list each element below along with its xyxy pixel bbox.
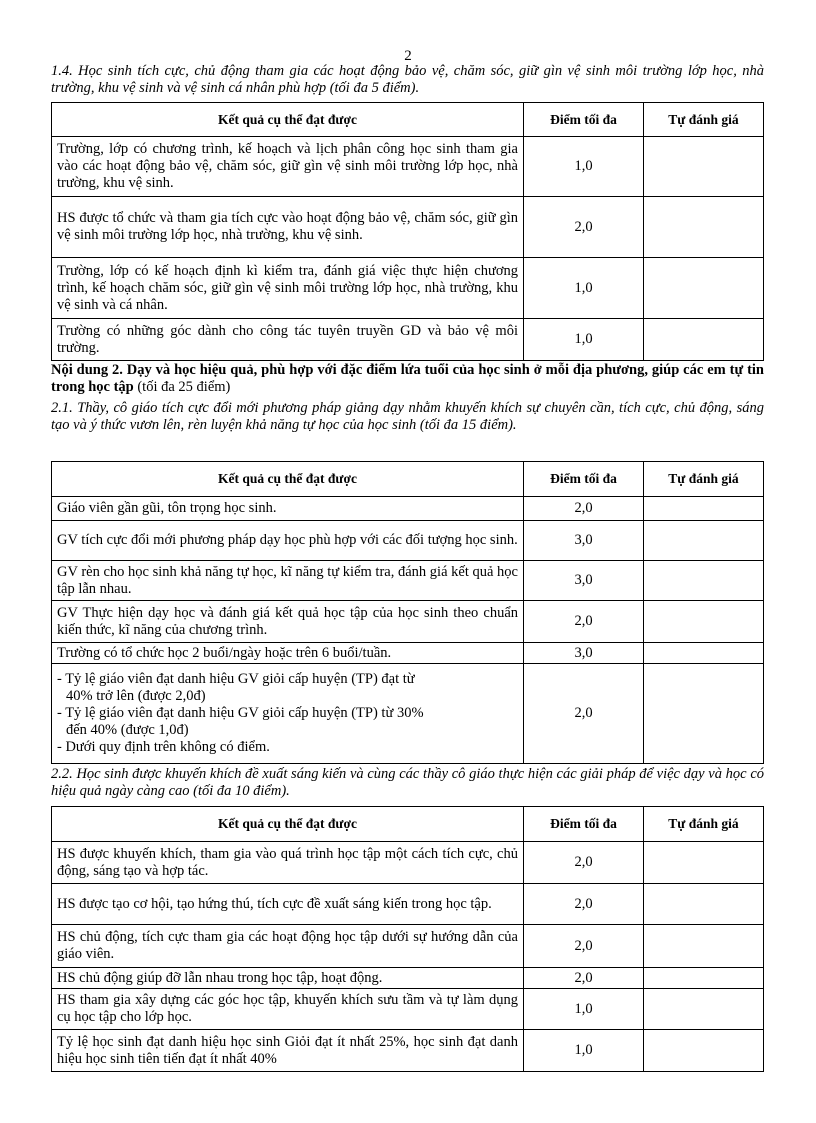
row-max-score: 1,0 [524,137,644,197]
row-self-assessment-cell[interactable] [644,319,764,361]
content-2-heading [51,362,764,396]
row-self-assessment-cell[interactable] [644,842,764,884]
section-2-2-caption: 2.2. Học sinh được khuyến khích đề xuất sáng kiến và cùng các thầy cô giáo thực hiện các giải pháp để việc dạy và học có hiệu quả ngày càng cao (tối đa 10 điểm). [51,766,764,799]
row-max-score: 2,0 [524,968,644,989]
row-content: HS được tổ chức và tham gia tích cực vào hoạt động bảo vệ, chăm sóc, giữ gìn vệ sinh môi trường lớp học, nhà trường, khu vệ sinh. [52,197,524,258]
row-self-assessment-cell[interactable] [644,643,764,664]
row-self-assessment-cell[interactable] [644,884,764,925]
table-1-4 [51,102,764,361]
table-2-2 [51,806,764,1072]
content-2-title: Nội dung 2. Dạy và học hiệu quả, phù hợp với đặc điểm lứa tuổi của học sinh ở mỗi địa phương, giúp các em tự tin trong học tập [51,362,764,395]
section-1-4-caption: 1.4. Học sinh tích cực, chủ động tham gia các hoạt động bảo vệ, chăm sóc, giữ gìn vệ sinh môi trường lớp học, nhà trường, khu vệ sinh và vệ sinh cá nhân phù hợp (tối đa 5 điểm). [51,63,764,96]
row-self-assessment-cell[interactable] [644,1030,764,1072]
row-self-assessment-cell[interactable] [644,521,764,561]
table-row [52,1030,764,1072]
row-self-assessment-cell[interactable] [644,137,764,197]
col-header-max-score: Điểm tối đa [524,103,644,137]
col-header-content: Kết quả cụ thể đạt được [52,462,524,497]
table-row [52,137,764,197]
row-max-score: 3,0 [524,521,644,561]
row-content: HS tham gia xây dựng các góc học tập, khuyến khích sưu tầm và tự làm dụng cụ học tập cho lớp học. [52,989,524,1030]
row-max-score: 2,0 [524,925,644,968]
row-max-score: 2,0 [524,497,644,521]
section-2-1-caption: 2.1. Thầy, cô giáo tích cực đổi mới phương pháp giảng dạy nhằm khuyến khích sự chuyên cần, tích cực, chủ động, sáng tạo và ý thức vươn lên, rèn luyện khả năng tự học của học sinh (tối đa 15 điểm). [51,400,764,433]
criteria-line: 40% trở lên (được 2,0đ) [66,688,206,704]
row-content: HS được khuyến khích, tham gia vào quá trình học tập một cách tích cực, chủ động, sáng tạo và hợp tác. [52,842,524,884]
row-content: HS chủ động, tích cực tham gia các hoạt động học tập dưới sự hướng dẫn của giáo viên. [52,925,524,968]
row-self-assessment-cell[interactable] [644,561,764,601]
row-max-score: 3,0 [524,561,644,601]
row-self-assessment-cell[interactable] [644,497,764,521]
row-self-assessment-cell[interactable] [644,258,764,319]
col-header-max-score: Điểm tối đa [524,462,644,497]
row-content: Trường, lớp có kế hoạch định kì kiểm tra, đánh giá việc thực hiện chương trình, kế hoạch chăm sóc, giữ gìn vệ sinh môi trường lớp học, nhà trường, khu vệ sinh và cá nhân. [52,258,524,319]
table-row [52,884,764,925]
criteria-line: - Tỷ lệ giáo viên đạt danh hiệu GV giỏi cấp huyện (TP) đạt từ [57,671,415,687]
row-content-multiline [52,664,524,764]
row-self-assessment-cell[interactable] [644,968,764,989]
row-max-score: 1,0 [524,319,644,361]
content-2-max-points: (tối đa 25 điểm) [133,379,231,395]
table-row [52,497,764,521]
row-self-assessment-cell[interactable] [644,925,764,968]
table-row [52,664,764,764]
table-row [52,521,764,561]
table-row [52,989,764,1030]
row-self-assessment-cell[interactable] [644,664,764,764]
row-self-assessment-cell[interactable] [644,197,764,258]
row-content: Trường, lớp có chương trình, kế hoạch và lịch phân công học sinh tham gia vào các hoạt động bảo vệ, chăm sóc, giữ gìn vệ sinh môi trường lớp học, nhà trường, khu vệ sinh. [52,137,524,197]
row-content: HS được tạo cơ hội, tạo hứng thú, tích cực đề xuất sáng kiến trong học tập. [52,884,524,925]
row-max-score: 1,0 [524,258,644,319]
row-content: GV Thực hiện dạy học và đánh giá kết quả học tập của học sinh theo chuẩn kiến thức, kĩ năng của chương trình. [52,601,524,643]
table-row [52,601,764,643]
table-row [52,925,764,968]
col-header-content: Kết quả cụ thể đạt được [52,103,524,137]
col-header-self-assessment: Tự đánh giá [644,462,764,497]
row-content: Tỷ lệ học sinh đạt danh hiệu học sinh Giỏi đạt ít nhất 25%, học sinh đạt danh hiệu học sinh tiên tiến đạt ít nhất 40% [52,1030,524,1072]
table-2-1 [51,461,764,764]
row-content: GV tích cực đổi mới phương pháp dạy học phù hợp với các đối tượng học sinh. [52,521,524,561]
row-content: Trường có những góc dành cho công tác tuyên truyền GD và bảo vệ môi trường. [52,319,524,361]
row-max-score: 2,0 [524,601,644,643]
table-row [52,319,764,361]
table-row [52,643,764,664]
row-max-score: 1,0 [524,989,644,1030]
table-row [52,842,764,884]
row-max-score: 2,0 [524,197,644,258]
col-header-self-assessment: Tự đánh giá [644,807,764,842]
table-row [52,258,764,319]
col-header-max-score: Điểm tối đa [524,807,644,842]
table-row [52,197,764,258]
page-number: 2 [404,48,412,64]
criteria-line: - Dưới quy định trên không có điểm. [57,739,270,755]
table-row [52,968,764,989]
row-content: Trường có tổ chức học 2 buổi/ngày hoặc trên 6 buổi/tuần. [52,643,524,664]
row-max-score: 3,0 [524,643,644,664]
row-max-score: 1,0 [524,1030,644,1072]
table-row [52,561,764,601]
row-max-score: 2,0 [524,842,644,884]
row-self-assessment-cell[interactable] [644,989,764,1030]
criteria-line: đến 40% (được 1,0đ) [66,722,189,738]
row-content: Giáo viên gần gũi, tôn trọng học sinh. [52,497,524,521]
row-content: HS chủ động giúp đỡ lẫn nhau trong học tập, hoạt động. [52,968,524,989]
row-self-assessment-cell[interactable] [644,601,764,643]
row-max-score: 2,0 [524,664,644,764]
col-header-content: Kết quả cụ thể đạt được [52,807,524,842]
row-content: GV rèn cho học sinh khả năng tự học, kĩ năng tự kiểm tra, đánh giá kết quả học tập lẫn nhau. [52,561,524,601]
criteria-line: - Tỷ lệ giáo viên đạt danh hiệu GV giỏi cấp huyện (TP) từ 30% [57,705,424,721]
row-max-score: 2,0 [524,884,644,925]
col-header-self-assessment: Tự đánh giá [644,103,764,137]
